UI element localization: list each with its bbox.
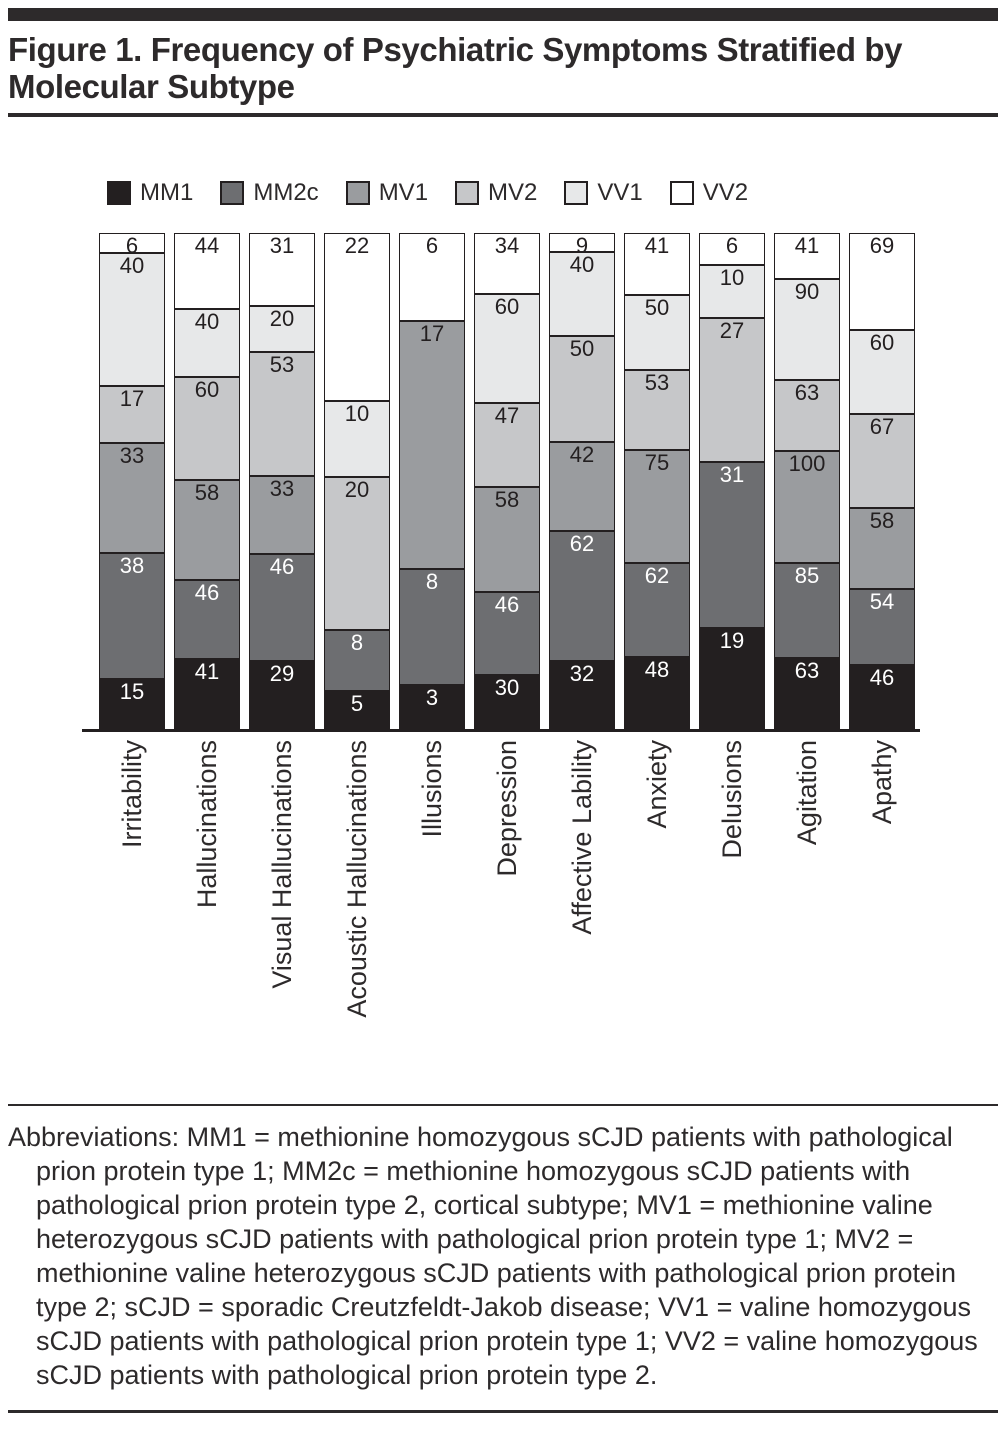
segment-value-label: 8 — [350, 629, 364, 655]
segment-value-label: 42 — [569, 441, 595, 467]
segment-vv2-hallucinations — [174, 233, 240, 309]
segment-value-label: 31 — [719, 462, 745, 488]
segment-vv2-delusions — [699, 233, 765, 265]
segment-value-label: 47 — [494, 402, 520, 428]
legend-label-vv1: VV1 — [597, 179, 643, 206]
legend-item-mm1 — [107, 179, 193, 207]
segment-mv1-visual-hallucinations — [249, 476, 315, 553]
segment-vv2-illusions — [399, 233, 465, 321]
bar-agitation — [774, 233, 840, 729]
segment-mm2c-irritability — [99, 553, 165, 679]
segment-mm2c-illusions — [399, 569, 465, 686]
bar-delusions — [699, 233, 765, 729]
title-divider — [8, 113, 998, 117]
legend-item-vv2 — [670, 179, 748, 207]
segment-value-label: 6 — [425, 233, 439, 258]
legend-label-mv1: MV1 — [378, 179, 429, 206]
figure-title-line1: Figure 1. Frequency of Psychiatric Symptoms Stratified by — [8, 31, 903, 68]
segment-value-label: 62 — [569, 530, 595, 556]
segment-value-label: 40 — [119, 252, 145, 278]
segment-mv2-apathy — [849, 414, 915, 508]
x-axis-label-hallucinations — [174, 732, 240, 1054]
segment-value-label: 41 — [794, 233, 820, 258]
segment-mv1-affective-lability — [549, 442, 615, 531]
x-axis-label-delusions — [699, 732, 765, 1054]
x-axis-label-text: Affective Lability — [567, 740, 597, 935]
segment-value-label: 10 — [344, 400, 370, 426]
segment-vv1-hallucinations — [174, 309, 240, 378]
segment-value-label: 46 — [269, 553, 295, 579]
x-axis-label-depression — [474, 732, 540, 1054]
segment-value-label: 20 — [269, 305, 295, 331]
legend-label-mm2c: MM2c — [253, 179, 319, 206]
plot-area — [82, 233, 920, 1054]
segment-value-label: 41 — [194, 658, 220, 684]
segment-value-label: 6 — [725, 233, 739, 258]
x-axis-label-text: Delusions — [717, 740, 747, 859]
segment-value-label: 58 — [869, 507, 895, 533]
segment-mv1-illusions — [399, 321, 465, 569]
bar-apathy — [849, 233, 915, 729]
segment-value-label: 53 — [644, 370, 670, 396]
abbreviations-footnote: Abbreviations: MM1 = methionine homozygous sCJD patients with pathological prion protein type 1; MM2c = methionine homozygous sCJD patients with pathological prion protein type 2, cortical subtype; MV1 = methionine valine heterozygous sCJD patients with pathological prion protein type 1; MV2 = methionine valine heterozygous sCJD patients with pathological prion protein type 2; sCJD = sporadic Creutzfeldt-Jakob disease; VV1 = valine homozygous sCJD patients with pathological prion protein type 1; VV2 = valine homozygous sCJD patients with pathological prion protein type 2. — [8, 1122, 978, 1390]
segment-mv1-hallucinations — [174, 480, 240, 580]
bars-container — [82, 233, 920, 732]
legend-label-mm1: MM1 — [140, 179, 194, 206]
segment-value-label: 54 — [869, 588, 895, 614]
segment-value-label: 30 — [494, 674, 520, 700]
segment-mv2-depression — [474, 403, 540, 488]
bar-acoustic-hallucinations — [324, 233, 390, 729]
segment-value-label: 31 — [269, 233, 295, 258]
figure-title — [8, 31, 998, 105]
x-axis-label-text: Irritability — [117, 740, 147, 849]
segment-vv1-apathy — [849, 330, 915, 414]
x-axis-label-acoustic-hallucinations — [324, 732, 390, 1054]
x-axis-label-text: Depression — [492, 740, 522, 877]
segment-value-label: 63 — [794, 379, 820, 405]
segment-value-label: 67 — [869, 413, 895, 439]
x-axis-label-text: Agitation — [792, 740, 822, 846]
segment-mv2-agitation — [774, 380, 840, 451]
segment-mm2c-hallucinations — [174, 580, 240, 659]
segment-value-label: 8 — [425, 568, 439, 594]
x-axis-label-illusions — [399, 732, 465, 1054]
segment-value-label: 15 — [119, 679, 145, 705]
segment-mv1-depression — [474, 487, 540, 592]
figure-title-line2: Molecular Subtype — [8, 68, 295, 105]
segment-vv1-acoustic-hallucinations — [324, 401, 390, 477]
segment-mm1-anxiety — [624, 657, 690, 729]
segment-mv2-anxiety — [624, 370, 690, 450]
segment-value-label: 40 — [569, 251, 595, 277]
figure-top-rule — [8, 8, 998, 21]
segment-mm2c-delusions — [699, 462, 765, 627]
legend-swatch-mv1-icon — [346, 181, 370, 205]
segment-value-label: 46 — [869, 664, 895, 690]
segment-value-label: 33 — [269, 476, 295, 502]
segment-mm2c-depression — [474, 592, 540, 675]
segment-value-label: 100 — [788, 450, 826, 476]
segment-value-label: 75 — [644, 450, 670, 476]
segment-vv1-anxiety — [624, 295, 690, 370]
bar-irritability — [99, 233, 165, 729]
segment-mm2c-anxiety — [624, 563, 690, 656]
segment-mm1-affective-lability — [549, 661, 615, 729]
segment-value-label: 22 — [344, 233, 370, 258]
x-axis-label-text: Apathy — [867, 740, 897, 825]
segment-value-label: 20 — [344, 477, 370, 503]
bar-illusions — [399, 233, 465, 729]
bar-hallucinations — [174, 233, 240, 729]
segment-mv2-acoustic-hallucinations — [324, 477, 390, 630]
segment-mm1-irritability — [99, 679, 165, 729]
segment-mm1-acoustic-hallucinations — [324, 691, 390, 729]
segment-mv1-irritability — [99, 443, 165, 553]
segment-vv1-visual-hallucinations — [249, 306, 315, 353]
segment-value-label: 48 — [644, 656, 670, 682]
segment-vv1-affective-lability — [549, 252, 615, 336]
segment-vv2-irritability — [99, 233, 165, 258]
segment-value-label: 6 — [125, 233, 139, 258]
segment-value-label: 17 — [419, 320, 445, 346]
segment-value-label: 29 — [269, 661, 295, 687]
segment-mm1-apathy — [849, 665, 915, 729]
segment-value-label: 40 — [194, 308, 220, 334]
legend-swatch-mm2c-icon — [220, 181, 244, 205]
x-axis-label-text: Visual Hallucinations — [267, 740, 297, 989]
legend-swatch-mm1-icon — [107, 181, 131, 205]
segment-value-label: 38 — [119, 552, 145, 578]
x-axis-label-apathy — [849, 732, 915, 1054]
segment-mv2-hallucinations — [174, 377, 240, 480]
segment-value-label: 32 — [569, 661, 595, 687]
segment-value-label: 17 — [119, 386, 145, 412]
segment-mv1-agitation — [774, 451, 840, 563]
segment-value-label: 34 — [494, 233, 520, 258]
segment-value-label: 33 — [119, 442, 145, 468]
segment-vv1-irritability — [99, 253, 165, 386]
segment-value-label: 10 — [719, 265, 745, 290]
segment-value-label: 62 — [644, 563, 670, 589]
legend-swatch-vv1-icon — [564, 181, 588, 205]
segment-value-label: 50 — [569, 336, 595, 362]
segment-value-label: 58 — [494, 487, 520, 513]
segment-mv2-irritability — [99, 386, 165, 443]
segment-mm1-visual-hallucinations — [249, 661, 315, 729]
segment-value-label: 19 — [719, 627, 745, 653]
x-axis-label-visual-hallucinations — [249, 732, 315, 1054]
bar-affective-lability — [549, 233, 615, 729]
legend-item-vv1 — [564, 179, 642, 207]
segment-mm1-hallucinations — [174, 659, 240, 729]
segment-vv2-apathy — [849, 233, 915, 330]
legend-item-mm2c — [220, 179, 318, 207]
x-axis-label-text: Hallucinations — [192, 740, 222, 909]
segment-mv2-affective-lability — [549, 336, 615, 442]
chart-legend — [107, 179, 998, 207]
segment-mm1-delusions — [699, 628, 765, 729]
footnote-top-divider — [8, 1104, 998, 1106]
bar-visual-hallucinations — [249, 233, 315, 729]
segment-mm2c-agitation — [774, 563, 840, 658]
x-axis-label-text: Illusions — [417, 740, 447, 838]
legend-item-mv1 — [346, 179, 428, 207]
x-axis-label-anxiety — [624, 732, 690, 1054]
segment-value-label: 53 — [269, 352, 295, 378]
x-axis-labels — [82, 732, 920, 1054]
bar-depression — [474, 233, 540, 729]
segment-vv1-agitation — [774, 279, 840, 380]
legend-label-mv2: MV2 — [488, 179, 538, 206]
segment-value-label: 69 — [869, 233, 895, 258]
segment-vv1-depression — [474, 294, 540, 402]
segment-value-label: 46 — [494, 591, 520, 617]
segment-vv2-anxiety — [624, 233, 690, 295]
segment-value-label: 3 — [425, 685, 439, 711]
segment-value-label: 60 — [494, 294, 520, 320]
x-axis-label-affective-lability — [549, 732, 615, 1054]
segment-value-label: 44 — [194, 233, 220, 258]
segment-value-label: 9 — [575, 233, 589, 258]
x-axis-label-agitation — [774, 732, 840, 1054]
segment-vv2-affective-lability — [549, 233, 615, 258]
segment-mv2-delusions — [699, 318, 765, 462]
segment-mm2c-apathy — [849, 589, 915, 665]
segment-mm2c-acoustic-hallucinations — [324, 630, 390, 691]
segment-vv2-depression — [474, 233, 540, 294]
segment-vv2-agitation — [774, 233, 840, 279]
figure-bottom-rule — [8, 1410, 998, 1413]
segment-mm1-agitation — [774, 658, 840, 729]
legend-swatch-mv2-icon — [455, 181, 479, 205]
segment-value-label: 60 — [869, 329, 895, 355]
segment-mv1-apathy — [849, 508, 915, 589]
segment-value-label: 27 — [719, 318, 745, 344]
segment-mv2-visual-hallucinations — [249, 352, 315, 476]
legend-label-vv2: VV2 — [702, 179, 749, 206]
segment-value-label: 60 — [194, 377, 220, 403]
segment-vv1-delusions — [699, 265, 765, 318]
segment-value-label: 58 — [194, 480, 220, 506]
x-axis-label-text: Acoustic Hallucinations — [342, 740, 372, 1018]
legend-swatch-vv2-icon — [670, 181, 694, 205]
legend-item-mv2 — [455, 179, 537, 207]
bar-anxiety — [624, 233, 690, 729]
x-axis-label-text: Anxiety — [642, 740, 672, 829]
segment-value-label: 46 — [194, 579, 220, 605]
segment-value-label: 85 — [794, 562, 820, 588]
segment-vv2-visual-hallucinations — [249, 233, 315, 306]
segment-value-label: 41 — [644, 233, 670, 258]
segment-mm2c-affective-lability — [549, 531, 615, 662]
segment-mm1-illusions — [399, 685, 465, 729]
segment-value-label: 5 — [350, 690, 364, 716]
segment-mm1-depression — [474, 675, 540, 729]
segment-value-label: 63 — [794, 658, 820, 684]
x-axis-label-irritability — [99, 732, 165, 1054]
segment-mm2c-visual-hallucinations — [249, 554, 315, 662]
segment-value-label: 90 — [794, 279, 820, 304]
segment-value-label: 50 — [644, 294, 670, 320]
segment-mv1-anxiety — [624, 450, 690, 563]
segment-vv2-acoustic-hallucinations — [324, 233, 390, 401]
